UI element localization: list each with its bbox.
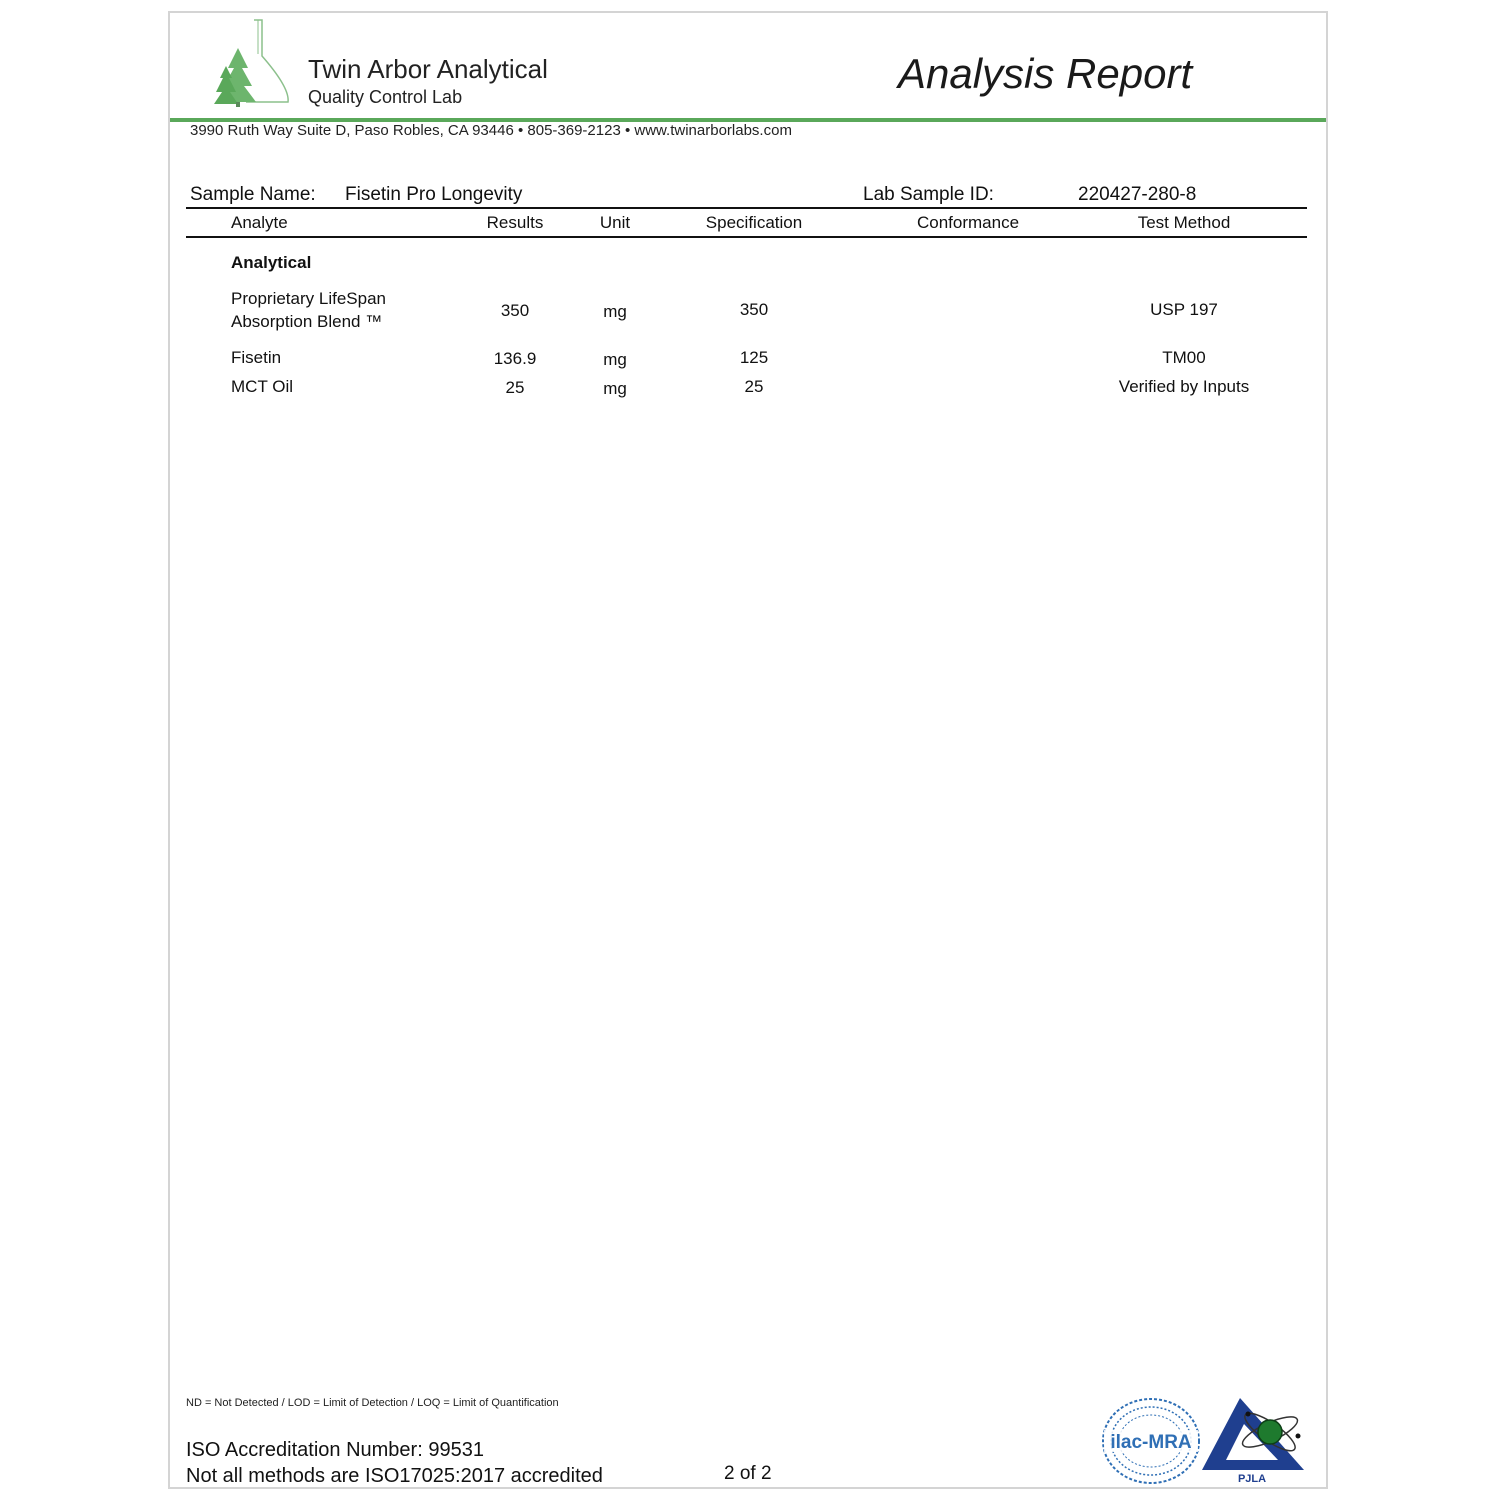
column-header-specification: Specification <box>705 213 803 232</box>
row-2-unit: mg <box>603 350 627 369</box>
row-3-result: 25 <box>505 378 525 397</box>
lab-sample-id-label: Lab Sample ID: <box>863 184 994 205</box>
sample-name-value: Fisetin Pro Longevity <box>345 184 523 205</box>
column-header-analyte: Analyte <box>231 213 288 232</box>
row-2-analyte: Fisetin <box>231 348 282 367</box>
abbreviation-legend: ND = Not Detected / LOD = Limit of Detection / LOQ = Limit of Quantification <box>186 1397 559 1409</box>
row-2-test-method: TM00 <box>1162 348 1206 367</box>
company-name: Twin Arbor Analytical <box>308 54 548 84</box>
row-3-analyte: MCT Oil <box>231 377 294 396</box>
lab-sample-id-value: 220427-280-8 <box>1078 184 1197 205</box>
row-3-unit: mg <box>603 379 627 398</box>
column-header-test-method: Test Method <box>1137 213 1231 232</box>
company-address: 3990 Ruth Way Suite D, Paso Robles, CA 93446 • 805-369-2123 • www.twinarborlabs.com <box>190 122 792 139</box>
report-title: Analysis Report <box>898 50 1193 97</box>
row-2-specification: 125 <box>739 348 769 367</box>
company-subtitle: Quality Control Lab <box>308 87 463 107</box>
section-title-analytical: Analytical <box>231 253 312 272</box>
row-1-specification: 350 <box>739 300 769 319</box>
column-header-results: Results <box>486 213 544 232</box>
row-1-test-method: USP 197 <box>1150 300 1218 319</box>
ilac-mra-logo-icon <box>1100 1396 1202 1486</box>
row-1-analyte-line2: Absorption Blend ™ <box>231 312 383 331</box>
row-3-specification: 25 <box>744 377 764 396</box>
iso-accreditation-number: ISO Accreditation Number: 99531 <box>186 1439 484 1461</box>
pjla-logo-icon <box>1200 1394 1306 1486</box>
column-header-conformance: Conformance <box>916 213 1020 232</box>
row-1-result: 350 <box>500 301 530 320</box>
column-header-unit: Unit <box>599 213 631 232</box>
iso-accreditation-note: Not all methods are ISO17025:2017 accredited <box>186 1465 603 1487</box>
row-3-test-method: Verified by Inputs <box>1118 377 1250 396</box>
table-top-rule <box>186 207 1307 209</box>
tree-flask-logo-icon <box>210 18 294 108</box>
row-2-result: 136.9 <box>493 349 537 368</box>
ilac-logo-text: ilac-MRA <box>1110 1432 1192 1453</box>
pjla-logo-text: PJLA <box>1237 1473 1267 1485</box>
table-header-rule <box>186 236 1307 238</box>
row-1-analyte-line1: Proprietary LifeSpan <box>231 289 386 308</box>
sample-name-label: Sample Name: <box>190 184 316 205</box>
row-1-unit: mg <box>603 302 627 321</box>
page-number: 2 of 2 <box>724 1463 772 1484</box>
